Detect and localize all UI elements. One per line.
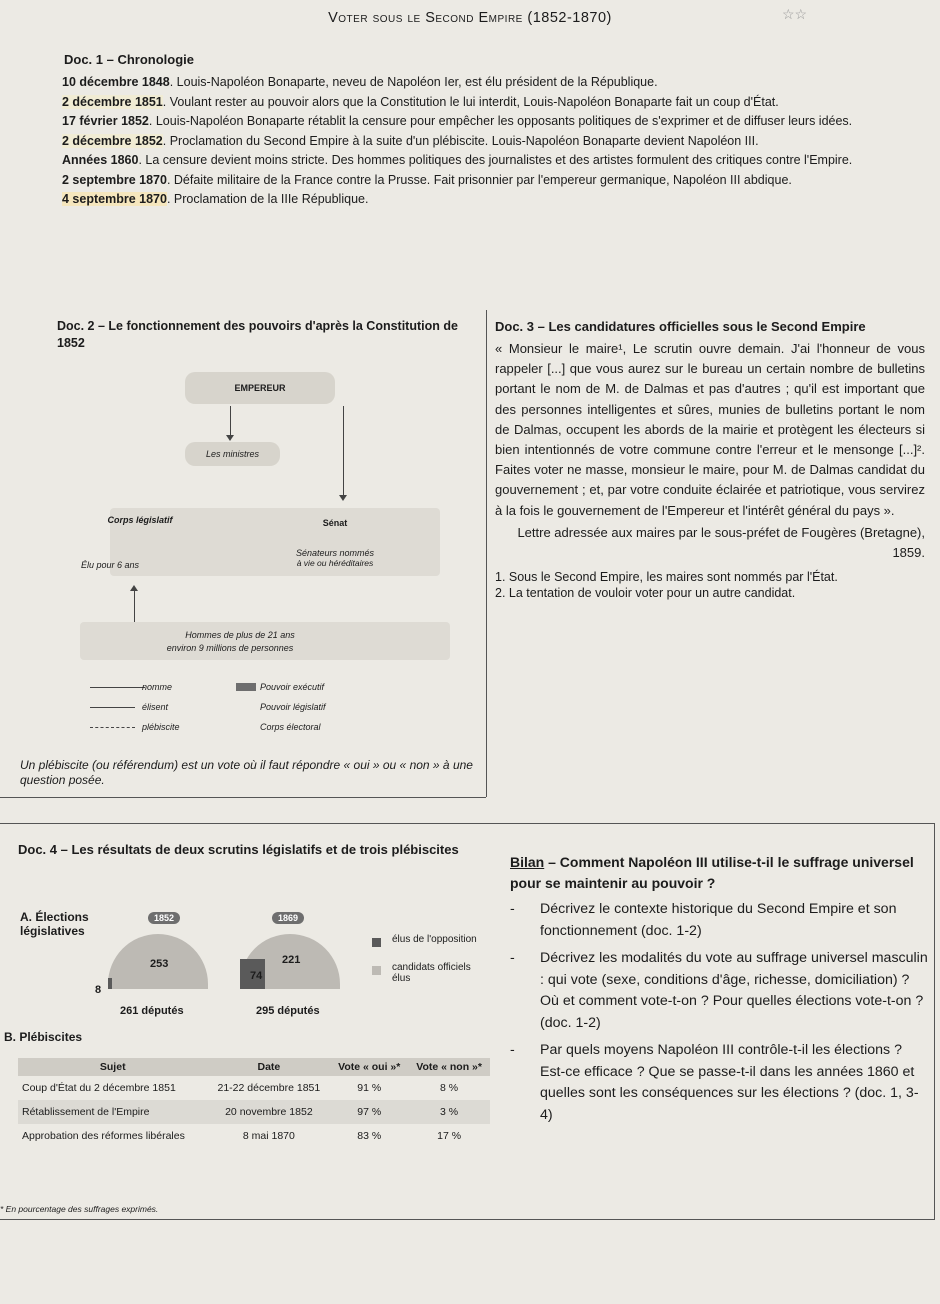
table-header: Date	[207, 1058, 330, 1076]
legend-electoral: Corps électoral	[260, 722, 321, 732]
table-header: Vote « non »*	[408, 1058, 490, 1076]
table-row	[18, 1124, 490, 1148]
bilan-question: - Décrivez le contexte historique du Second Empire et son fonctionnement (doc. 1-2)	[510, 899, 930, 942]
chrono-entry	[62, 95, 922, 110]
pie-1869-total: 295 députés	[256, 1005, 320, 1017]
table-header: Sujet	[18, 1058, 207, 1076]
legend-executif-swatch-icon	[236, 683, 256, 691]
legend-opposition: élus de l'opposition	[392, 934, 477, 945]
table-cell: 83 %	[357, 1130, 382, 1142]
corps-legislatif-duration: Élu pour 6 ans	[80, 560, 140, 570]
table-cell: 3 %	[408, 1100, 490, 1124]
bilan-title-label: Bilan	[510, 854, 545, 870]
arrow-elisent-icon	[134, 590, 135, 622]
chrono-entry	[62, 153, 922, 168]
chrono-text: . Louis-Napoléon Bonaparte, neveu de Napoléon Ier, est élu président de la République.	[169, 75, 658, 89]
legend-officiels-swatch-icon	[372, 966, 381, 975]
year-tag-1869: 1869	[272, 912, 304, 924]
doc3-note: 1. Sous le Second Empire, les maires sont nommés par l'État.	[495, 570, 838, 585]
table-cell: 91 %	[357, 1082, 382, 1094]
doc1-title: Doc. 1 – Chronologie	[64, 52, 195, 67]
doc3-title: Doc. 3 – Les candidatures officielles sous le Second Empire	[495, 319, 866, 334]
doc2-title: Doc. 2 – Le fonctionnement des pouvoirs d'après la Constitution de 1852	[57, 319, 458, 350]
doc3-note: 2. La tentation de vouloir voter pour un autre candidat.	[495, 586, 796, 601]
senateurs-sub-label: à vie ou héréditaires	[296, 558, 374, 568]
chrono-date: 10 décembre 1848	[62, 75, 170, 89]
table-header: Vote « oui »*	[330, 1058, 408, 1076]
elections-chart	[0, 904, 495, 1024]
pie-1869-opposition-value: 74	[250, 970, 263, 982]
hommes-label: Hommes de plus de 21 ans	[185, 630, 295, 640]
table-cell: 20 novembre 1852	[207, 1100, 330, 1124]
chrono-entry	[62, 75, 922, 90]
pie-1852-total: 261 députés	[120, 1005, 184, 1017]
pie-1852-opposition-slice	[108, 978, 112, 989]
difficulty-stars-icon: ☆☆	[782, 6, 808, 22]
legend-executif: Pouvoir exécutif	[260, 682, 325, 692]
doc1-chronologie	[62, 52, 922, 212]
empereur-box: EMPEREUR	[185, 372, 335, 404]
chrono-date: 17 février 1852	[62, 114, 149, 128]
arrow-nomme-senat-icon	[343, 406, 344, 496]
pie-1852-opposition-value: 8	[95, 984, 102, 996]
chrono-text: . Proclamation de la IIIe République.	[166, 192, 369, 206]
chrono-date: 2 décembre 1852	[62, 133, 163, 148]
chrono-entry	[62, 134, 922, 149]
diagram-legend	[90, 682, 510, 742]
legend-nomme: nomme	[142, 682, 173, 692]
chrono-entry	[62, 192, 922, 207]
table-cell: 97 %	[330, 1100, 408, 1124]
pie-1852-officiels-value: 253	[150, 958, 169, 970]
legend-nomme-arrow-icon	[90, 687, 145, 688]
senat-label: Sénat	[322, 518, 348, 528]
chrono-entry	[62, 173, 922, 188]
legend-plebiscite-arrow-icon	[90, 727, 135, 728]
corps-electoral-block	[80, 622, 450, 660]
plebiscite-definition: Un plébiscite (ou référendum) est un vote où il faut répondre « oui » ou « non » à une question posée.	[20, 758, 473, 787]
table-footnote: * En pourcentage des suffrages exprimés.	[0, 1204, 159, 1214]
legend-legislatif: Pouvoir législatif	[260, 702, 326, 712]
table-cell: 21-22 décembre 1851	[217, 1082, 321, 1094]
elections-label: A. Élections législatives	[20, 910, 89, 938]
chrono-text: . Défaite militaire de la France contre la Prusse. Fait prisonnier par l'empereur germanique, Napoléon III abdique.	[166, 172, 792, 187]
legend-elisent-arrow-icon	[90, 707, 135, 708]
table-cell: 8 mai 1870	[242, 1130, 295, 1142]
plebiscites-table	[18, 1058, 490, 1148]
bilan-questions	[510, 899, 930, 1126]
legend-plebiscite: plébiscite	[142, 722, 180, 732]
chrono-date: 2 septembre 1870	[62, 172, 167, 187]
table-cell: Coup d'État du 2 décembre 1851	[22, 1082, 176, 1094]
table-cell: Approbation des réformes libérales	[22, 1130, 185, 1142]
legend-elisent: élisent	[142, 702, 169, 712]
table-cell: 8 %	[440, 1082, 459, 1094]
chrono-text: . La censure devient moins stricte. Des hommes politiques des journalistes et des artistes formulent des critiques contre l'Empire.	[138, 153, 853, 167]
legend-officiels: candidats officiels élus	[392, 962, 471, 984]
chronology-list	[62, 75, 922, 207]
bilan-question: - Par quels moyens Napoléon III contrôle-t-il les élections ? Est-ce efficace ? Que se passe-t-il dans les années 1860 et quelles sont les conséquences sur les élections ? (doc. 1, 3-4)	[510, 1040, 930, 1126]
table-cell: 17 %	[437, 1130, 462, 1142]
doc3-section	[495, 318, 925, 601]
arrow-nomme-icon	[230, 406, 231, 436]
ministres-box: Les ministres	[185, 442, 280, 466]
table-cell: Rétablissement de l'Empire	[18, 1100, 207, 1124]
chrono-text: . Proclamation du Second Empire à la suite d'un plébiscite. Louis-Napoléon Bonaparte devient Napoléon III.	[162, 133, 759, 148]
bilan-section	[510, 852, 930, 1132]
bilan-title	[510, 852, 930, 893]
doc3-notes	[495, 569, 925, 601]
year-tag-1852: 1852	[148, 912, 180, 924]
table-header-row	[18, 1058, 490, 1076]
chrono-date: 4 septembre 1870	[62, 192, 167, 206]
senateurs-label: Sénateurs nommés	[295, 548, 375, 558]
plebiscites-label: B. Plébiscites	[4, 1030, 83, 1044]
bilan-question: - Décrivez les modalités du vote au suffrage universel masculin : qui vote (sexe, conditions d'âge, richesse, domiciliation) ? Où et comment vote-t-on ? Pour quelles élections vote-t-on ? (doc. 1-2)	[510, 948, 930, 1034]
bilan-title-question: – Comment Napoléon III utilise-t-il le suffrage universel pour se maintenir au pouvoir ?	[510, 854, 914, 891]
powers-diagram	[40, 360, 480, 800]
chrono-date: Années 1860	[62, 153, 139, 167]
doc3-source: Lettre adressée aux maires par le sous-préfet de Fougères (Bretagne), 1859.	[517, 524, 925, 561]
page-title: Voter sous le Second Empire (1852-1870)	[328, 10, 612, 26]
chrono-text: . Voulant rester au pouvoir alors que la Constitution le lui interdit, Louis-Napoléon Bonaparte fait un coup d'État.	[162, 94, 779, 109]
table-row	[18, 1076, 490, 1100]
chrono-date: 2 décembre 1851	[62, 94, 163, 109]
doc4-title: Doc. 4 – Les résultats de deux scrutins législatifs et de trois plébiscites	[18, 842, 459, 857]
hommes-sub-label: environ 9 millions de personnes	[166, 643, 294, 653]
chrono-text: . Louis-Napoléon Bonaparte rétablit la censure pour empêcher les opposants politiques de s'exprimer et de diffuser leurs idées.	[148, 114, 853, 128]
corps-legislatif-label: Corps législatif	[107, 515, 173, 525]
table-row	[18, 1100, 490, 1124]
doc3-letter-text: « Monsieur le maire¹, Le scrutin ouvre demain. J'ai l'honneur de vous rappeler [...] que vous aurez sur le bureau un certain nombre de bulletins portant le nom de M. de Dalmas et pas d'autres ; qu'il est important que des personnes intelligentes et sûres, munies de bulletins portant le nom de Dalmas, occupent les abords de la mairie et protègent les électeurs si bien intentionnés de votre commune contre l'erreur et le mensonge [...]². Faites voter ne masse, monsieur le maire, pour M. de Dalmas candidat du gouvernement ; et, par votre conduite éclairée et patriotique, vous servirez à la fois le gouvernement de l'Empereur et l'intérêt général du pays ».	[495, 341, 925, 518]
chrono-entry	[62, 114, 922, 129]
pie-1869-officiels-value: 221	[282, 954, 301, 966]
legend-opposition-swatch-icon	[372, 938, 381, 947]
